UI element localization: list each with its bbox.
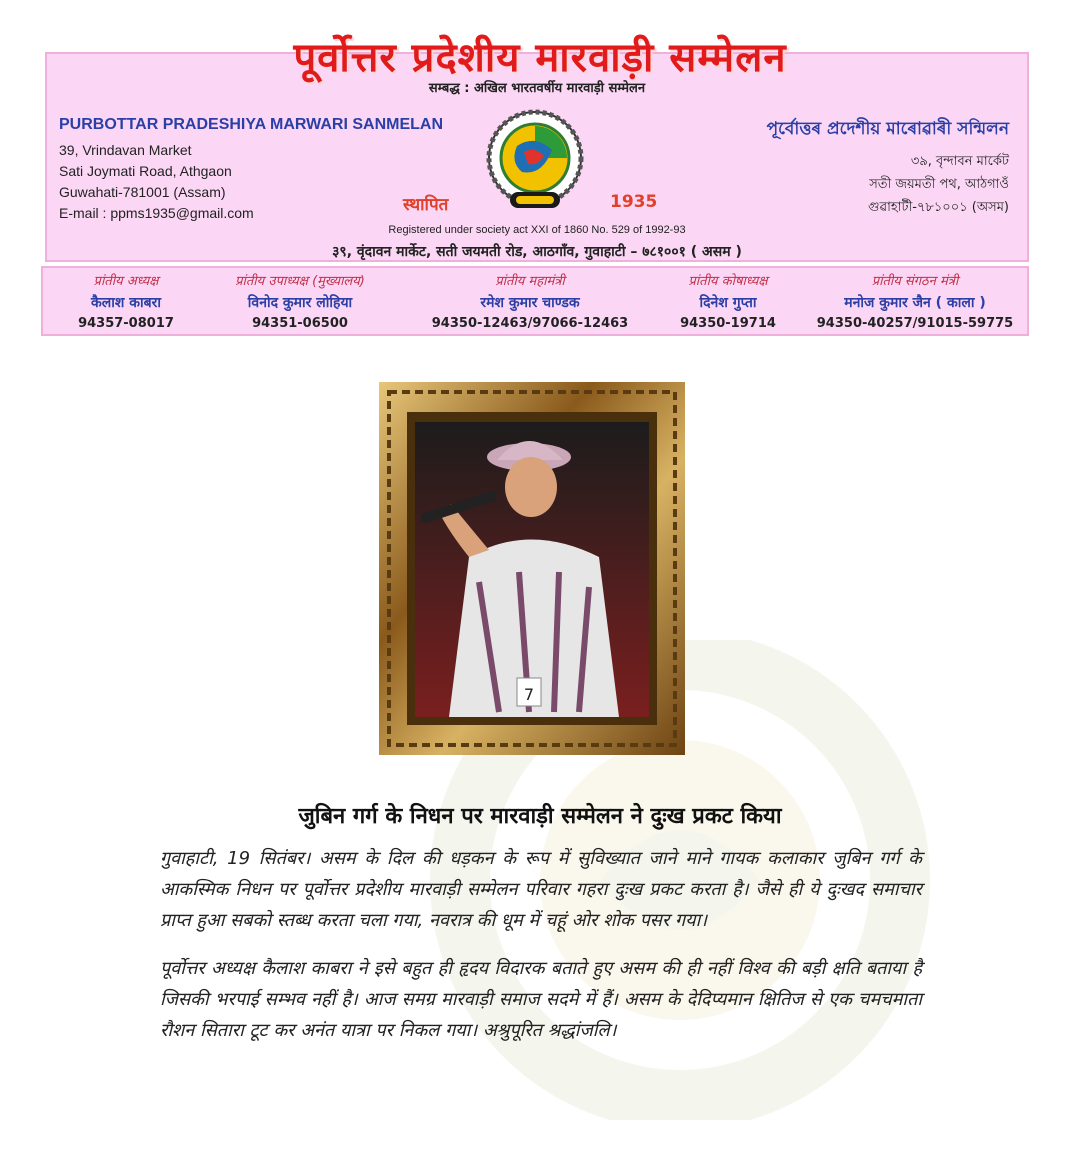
officer-phone: 94350-19714 (680, 316, 776, 331)
officer-phone: 94357-08017 (78, 316, 174, 331)
english-address (59, 116, 443, 224)
address-line: গুৱাহাটী-৭৮১০০১ (অসম) (867, 200, 1009, 215)
established-year: 1935 (610, 192, 658, 212)
address-line: Guwahati-781001 (Assam) (59, 184, 226, 200)
address-line: ৩৯, বৃন্দাবন মাৰ্কেট (910, 154, 1009, 169)
officer-general-secretary (415, 272, 645, 334)
officer-title: प्रांतीय महामंत्री (495, 274, 565, 289)
officer-name: मनोज कुमार जैन ( काला ) (844, 295, 986, 311)
officer-name: रमेश कुमार चाण्डक (480, 295, 580, 311)
affiliation-line: सम्बद्ध : अखिल भारतवर्षीय मारवाड़ी सम्मेलन (428, 81, 646, 96)
officer-phone: 94350-40257/91015-59775 (816, 316, 1014, 331)
officer-name: विनोद कुमार लोहिया (247, 295, 353, 311)
org-title: पूर्वोत्तर प्रदेशीय मारवाड़ी सम्मेलन (293, 35, 787, 81)
email-line: E-mail : ppms1935@gmail.com (59, 205, 254, 221)
established-label: स्थापित (403, 195, 449, 215)
hindi-address: ३९, वृंदावन मार्केट, सती जयमती रोड, आठगाँव, गुवाहाटी – ७८१००१ ( असम ) (332, 244, 742, 260)
officer-phone: 94350-12463/97066-12463 (431, 316, 629, 331)
officer-president (51, 272, 201, 334)
officer-title: प्रांतीय उपाध्यक्ष (मुख्यालय) (235, 274, 365, 289)
officers-panel (41, 266, 1029, 336)
article-body (160, 843, 922, 1063)
officer-phone: 94351-06500 (252, 316, 348, 331)
letterhead (45, 52, 1029, 262)
officer-name: दिनेश गुप्ता (699, 295, 757, 311)
officer-title: प्रांतीय अध्यक्ष (93, 274, 159, 289)
article-headline: जुबिन गर्ग के निधन पर मारवाड़ी सम्मेलन ने दुःख प्रकट किया (298, 804, 782, 829)
address-line: Sati Joymati Road, Athgaon (59, 163, 232, 179)
bengali-address (767, 116, 1009, 219)
org-name-assamese: পূৰ্বোত্তৰ প্ৰদেশীয় মাৰোৱাৰী সন্মিলন (766, 119, 1009, 139)
article-paragraph: पूर्वोत्तर अध्यक्ष कैलाश काबरा ने इसे बहुत ही हृदय विदारक बताते हुए असम की ही नहीं विश्व की बड़ी क्षति बताया है जिसकी भरपाई सम्भव नहीं है। आज समग्र मारवाड़ी समाज सदमे में हैं। असम के देदिप्यमान क्षितिज से एक चमचमाता रौशन सितारा टूट कर अनंत यात्रा पर निकल गया। अश्रुपूरित श्रद्धांजलि। (160, 958, 922, 1041)
org-name-english: PURBOTTAR PRADESHIYA MARWARI SANMELAN (59, 116, 444, 133)
officer-organisation-secretary (805, 272, 1025, 334)
officer-name: कैलाश काबरा (91, 295, 161, 311)
framed-portrait (379, 382, 685, 755)
photo-number: 7 (523, 685, 535, 704)
officer-treasurer (653, 272, 803, 334)
org-logo (472, 106, 598, 216)
registration-line: Registered under society act XXI of 1860 No. 529 of 1992-93 (388, 224, 686, 236)
officer-title: प्रांतीय कोषाध्यक्ष (688, 274, 768, 289)
address-line: 39, Vrindavan Market (59, 142, 192, 158)
article-paragraph: गुवाहाटी, 19 सितंबर। असम के दिल की धड़कन के रूप में सुविख्यात जाने माने गायक कलाकार जुबिन गर्ग के आकस्मिक निधन पर पूर्वोत्तर प्रदेशीय मारवाड़ी सम्मेलन परिवार गहरा दुःख प्रकट करता है। जैसे ही ये दुःखद समाचार प्राप्त हुआ सबको स्तब्ध करता चला गया, नवरात्र की धूम में चहूं ओर शोक पसर गया। (160, 848, 922, 931)
officer-vice-president (205, 272, 395, 334)
officer-title: प्रांतीय संगठन मंत्री (871, 274, 959, 289)
address-line: সতী জয়মতী পথ, আঠগাওঁ (869, 177, 1009, 192)
